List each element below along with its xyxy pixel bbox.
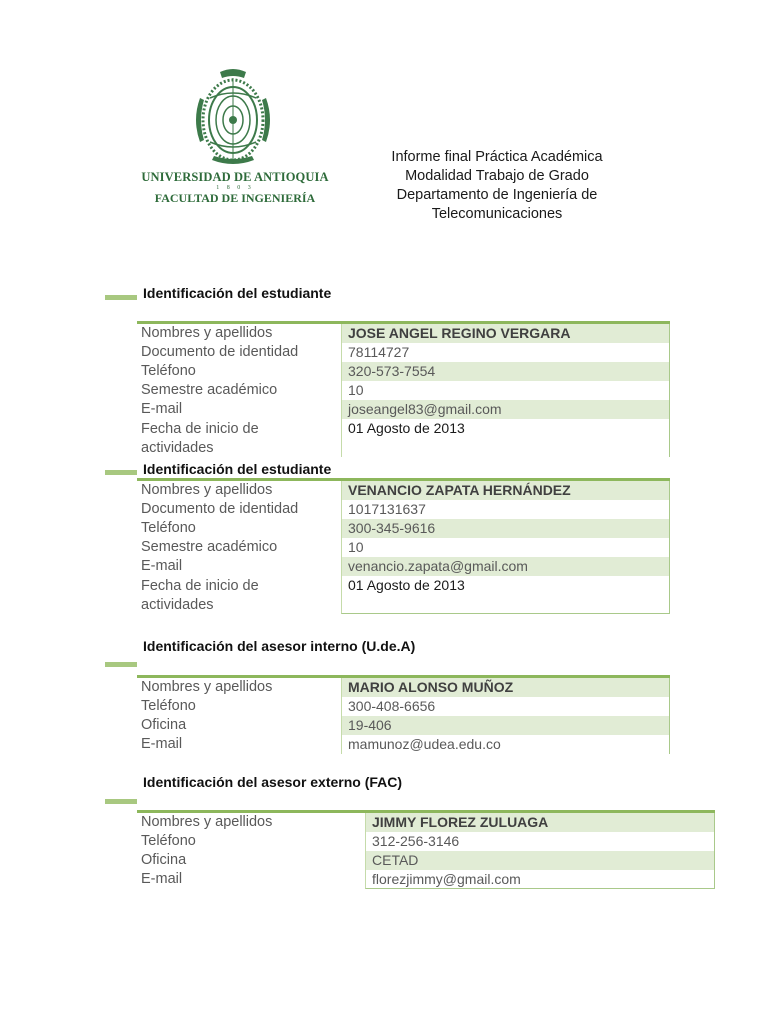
row-value: 1017131637 xyxy=(341,500,670,519)
table-row xyxy=(137,519,670,538)
table-row xyxy=(137,400,670,419)
section-marker xyxy=(105,295,137,300)
table-row xyxy=(137,557,670,576)
row-label: Nombres y apellidos xyxy=(141,679,273,695)
row-value: joseangel83@gmail.com xyxy=(341,400,670,419)
row-label: E-mail xyxy=(141,736,183,752)
row-label: E-mail xyxy=(141,871,183,887)
row-value: JOSE ANGEL REGINO VERGARA xyxy=(341,324,670,343)
row-value: VENANCIO ZAPATA HERNÁNDEZ xyxy=(341,481,670,500)
row-value: 10 xyxy=(341,381,670,400)
row-label: Oficina xyxy=(141,852,187,868)
university-seal-icon xyxy=(190,68,276,168)
row-label: Semestre académico xyxy=(141,539,278,555)
table-row xyxy=(137,381,670,400)
row-label-line: Fecha de inicio de xyxy=(141,578,259,594)
table-row xyxy=(137,419,670,457)
table-row xyxy=(137,362,670,381)
table-row xyxy=(137,678,670,697)
report-title-line: Telecomunicaciones xyxy=(431,206,563,222)
table-row xyxy=(137,324,670,343)
section-marker xyxy=(105,662,137,667)
row-label: Teléfono xyxy=(141,833,196,849)
row-label: Nombres y apellidos xyxy=(141,814,273,830)
row-value: 78114727 xyxy=(341,343,670,362)
section-heading-student-1: Identificación del estudiante xyxy=(143,285,332,301)
row-label-line: actividades xyxy=(141,440,214,456)
row-label: E-mail xyxy=(141,558,183,574)
row-label: E-mail xyxy=(141,401,183,417)
table-row xyxy=(137,343,670,362)
row-value: 320-573-7554 xyxy=(341,362,670,381)
internal-advisor-table xyxy=(137,675,670,754)
section-marker xyxy=(105,470,137,475)
row-label: Documento de identidad xyxy=(141,501,299,517)
row-value: 01 Agosto de 2013 xyxy=(341,576,670,614)
student-2-table xyxy=(137,478,670,614)
row-label: Documento de identidad xyxy=(141,344,299,360)
row-value: mamunoz@udea.edu.co xyxy=(341,735,670,754)
university-logo xyxy=(140,68,330,208)
table-row xyxy=(137,481,670,500)
row-label: Nombres y apellidos xyxy=(141,482,273,498)
table-row xyxy=(137,851,715,870)
row-label: Teléfono xyxy=(141,698,196,714)
university-name: UNIVERSIDAD DE ANTIOQUIA xyxy=(141,170,329,184)
row-label-line: actividades xyxy=(141,597,214,613)
row-label xyxy=(141,577,259,615)
table-row xyxy=(137,870,715,889)
section-heading-internal-advisor: Identificación del asesor interno (U.de.A) xyxy=(143,638,416,654)
row-value: JIMMY FLOREZ ZULUAGA xyxy=(365,813,715,832)
row-value: CETAD xyxy=(365,851,715,870)
row-label-line: Fecha de inicio de xyxy=(141,421,259,437)
row-label: Teléfono xyxy=(141,520,196,536)
row-value: 10 xyxy=(341,538,670,557)
external-advisor-table xyxy=(137,810,715,889)
row-value: 300-345-9616 xyxy=(341,519,670,538)
row-label: Semestre académico xyxy=(141,382,278,398)
row-value: 312-256-3146 xyxy=(365,832,715,851)
report-title-line: Informe final Práctica Académica xyxy=(391,149,603,165)
section-heading-student-2: Identificación del estudiante xyxy=(143,461,332,477)
row-label: Teléfono xyxy=(141,363,196,379)
student-1-table xyxy=(137,321,670,457)
row-label: Nombres y apellidos xyxy=(141,325,273,341)
row-value: 300-408-6656 xyxy=(341,697,670,716)
row-value: MARIO ALONSO MUÑOZ xyxy=(341,678,670,697)
table-row xyxy=(137,500,670,519)
table-row xyxy=(137,538,670,557)
table-row xyxy=(137,735,670,754)
report-title-line: Modalidad Trabajo de Grado xyxy=(405,168,589,184)
row-value: venancio.zapata@gmail.com xyxy=(341,557,670,576)
university-founded-year: 1 8 0 3 xyxy=(216,185,254,191)
table-row xyxy=(137,832,715,851)
faculty-name: FACULTAD DE INGENIERÍA xyxy=(154,191,316,205)
report-title-line: Departamento de Ingeniería de xyxy=(396,187,598,203)
row-value: florezjimmy@gmail.com xyxy=(365,870,715,889)
row-value: 19-406 xyxy=(341,716,670,735)
section-heading-external-advisor: Identificación del asesor externo (FAC) xyxy=(143,774,403,790)
row-label xyxy=(141,420,259,458)
table-row xyxy=(137,716,670,735)
section-marker xyxy=(105,799,137,804)
row-value: 01 Agosto de 2013 xyxy=(341,419,670,457)
table-row xyxy=(137,697,670,716)
table-row xyxy=(137,813,715,832)
report-title xyxy=(352,148,642,224)
row-label: Oficina xyxy=(141,717,187,733)
table-row xyxy=(137,576,670,614)
